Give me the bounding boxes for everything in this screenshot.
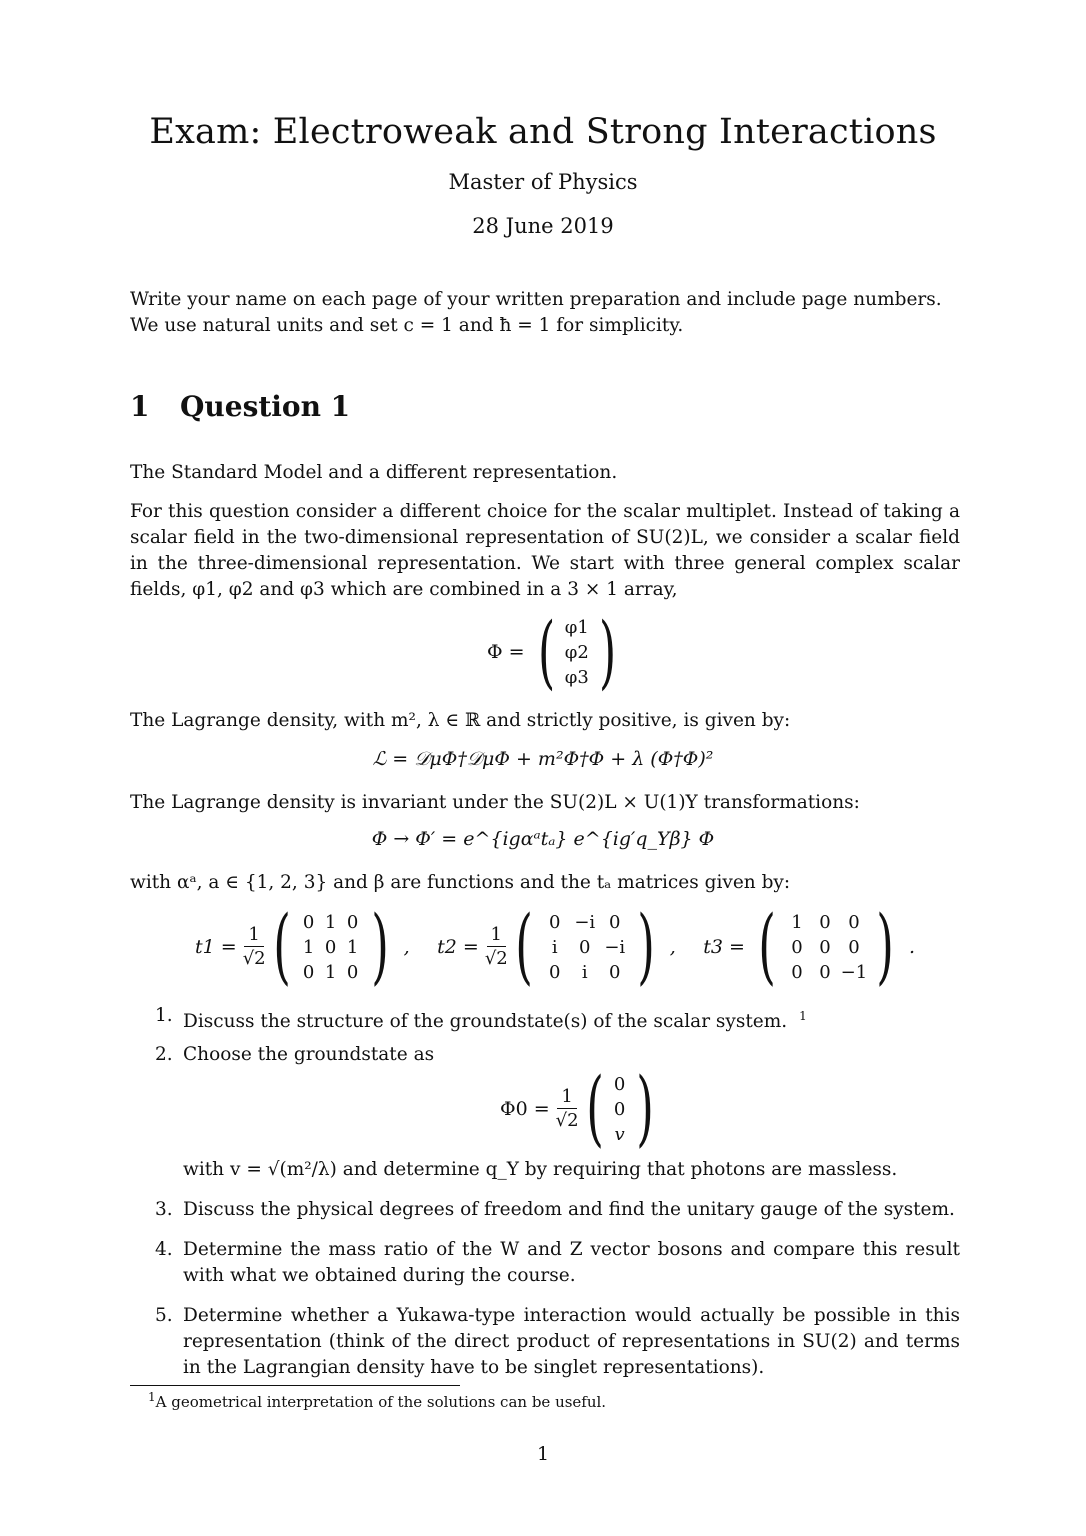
matrix-t2: t2 = $\frac{1}{√2}$ ( 0 −i 0 i 0 −i 0 i 0 ) , (437, 899, 676, 994)
equation-lhs: Φ0 = (500, 1098, 550, 1120)
matrix-label: t1 = (195, 936, 237, 958)
vector-entry: φ3 (564, 666, 589, 688)
vector-entry: φ1 (564, 616, 589, 638)
exam-date: 28 June 2019 (472, 214, 614, 238)
prefactor: $\frac{1}{√2}$ (242, 923, 266, 969)
paragraph-scalar-multiplet: For this question consider a different choice for the scalar multiplet. Instead of taking a scalar field in the two-dimensional representation of SU(2)L, we consider a scalar field in the three-dimensional representation. We start with three general complex scalar fields, φ1, φ2 and φ3 which are combined in a 3 × 1 array, (130, 501, 960, 600)
question-list (155, 1003, 960, 1383)
column-vector: ( φ1 φ2 φ3 ) (537, 605, 617, 698)
footnote-mark: 1 (799, 1009, 807, 1023)
item-number: 2. (155, 1044, 173, 1065)
prefactor: $\frac{1}{√2}$ (484, 923, 508, 969)
item-number: 1. (155, 1005, 173, 1026)
vector-entry: φ2 (564, 641, 589, 663)
equation-transformation: Φ → Φ′ = e^{igαᵃtₐ} e^{ig′q_Yβ} Φ (371, 828, 715, 850)
prefactor: $\frac{1}{√2}$ (555, 1085, 579, 1131)
paragraph-invariance: The Lagrange density is invariant under the SU(2)L × U(1)Y transformations: (130, 792, 860, 813)
intro-line-1: Write your name on each page of your written preparation and include page numbers. (130, 289, 942, 310)
footnote (148, 1390, 606, 1411)
generator-matrices (195, 899, 915, 994)
equation-lhs: Φ = (487, 641, 525, 663)
intro-line-2: We use natural units and set c = 1 and ħ = 1 for simplicity. (130, 315, 684, 336)
item-number: 3. (155, 1199, 173, 1220)
matrix-t3: t3 = ( 1 0 0 0 0 0 0 0 −1 ) . (703, 899, 915, 994)
footnote-text: A geometrical interpretation of the solutions can be useful. (155, 1393, 607, 1411)
page-subtitle: Master of Physics (448, 170, 638, 194)
footnote-rule (130, 1385, 460, 1386)
item-text: with v = √(m²/λ) and determine q_Y by requiring that photons are massless. (183, 1159, 898, 1180)
matrix-label: t3 = (703, 936, 745, 958)
section-title: Question 1 (180, 390, 351, 423)
paragraph-intro: The Standard Model and a different representation. (130, 462, 618, 483)
item-text: Determine the mass ratio of the W and Z vector bosons and compare this result with what we obtained during the course. (183, 1239, 960, 1286)
equation-phi-vector (487, 605, 623, 698)
paragraph-matrices: with αᵃ, a ∈ {1, 2, 3} and β are functions and the tₐ matrices given by: (130, 872, 791, 893)
paragraph-lagrange: The Lagrange density, with m², λ ∈ ℝ and strictly positive, is given by: (130, 710, 791, 731)
section-heading (130, 390, 350, 423)
equation-groundstate: Φ0 = $\frac{1}{√2}$ ( 0 0 v ) (500, 1061, 654, 1156)
item-number: 5. (155, 1305, 173, 1326)
equation-lagrangian: ℒ = 𝒟μΦ†𝒟μΦ + m²Φ†Φ + λ (Φ†Φ)² (372, 748, 714, 770)
item-text: Choose the groundstate as (183, 1044, 435, 1065)
item-text: Determine whether a Yukawa-type interaction would actually be possible in this representation (think of the direct product of representations in SU(2) and terms in the Lagrangian density have to be singlet representations). (183, 1305, 960, 1378)
footnote-mark: 1 (148, 1390, 156, 1404)
matrix-t1: t1 = $\frac{1}{√2}$ ( 0 1 0 1 0 1 0 1 0 ) , (195, 899, 410, 994)
page-number: 1 (536, 1443, 550, 1465)
item-number: 4. (155, 1239, 173, 1260)
item-text: Discuss the structure of the groundstate(s) of the scalar system. $^1$ (183, 1009, 807, 1033)
matrix-label: t2 = (437, 936, 479, 958)
page-title: Exam: Electroweak and Strong Interactions (149, 112, 937, 152)
section-number: 1 (130, 390, 150, 423)
item-text: Discuss the physical degrees of freedom and find the unitary gauge of the system. (183, 1199, 955, 1220)
